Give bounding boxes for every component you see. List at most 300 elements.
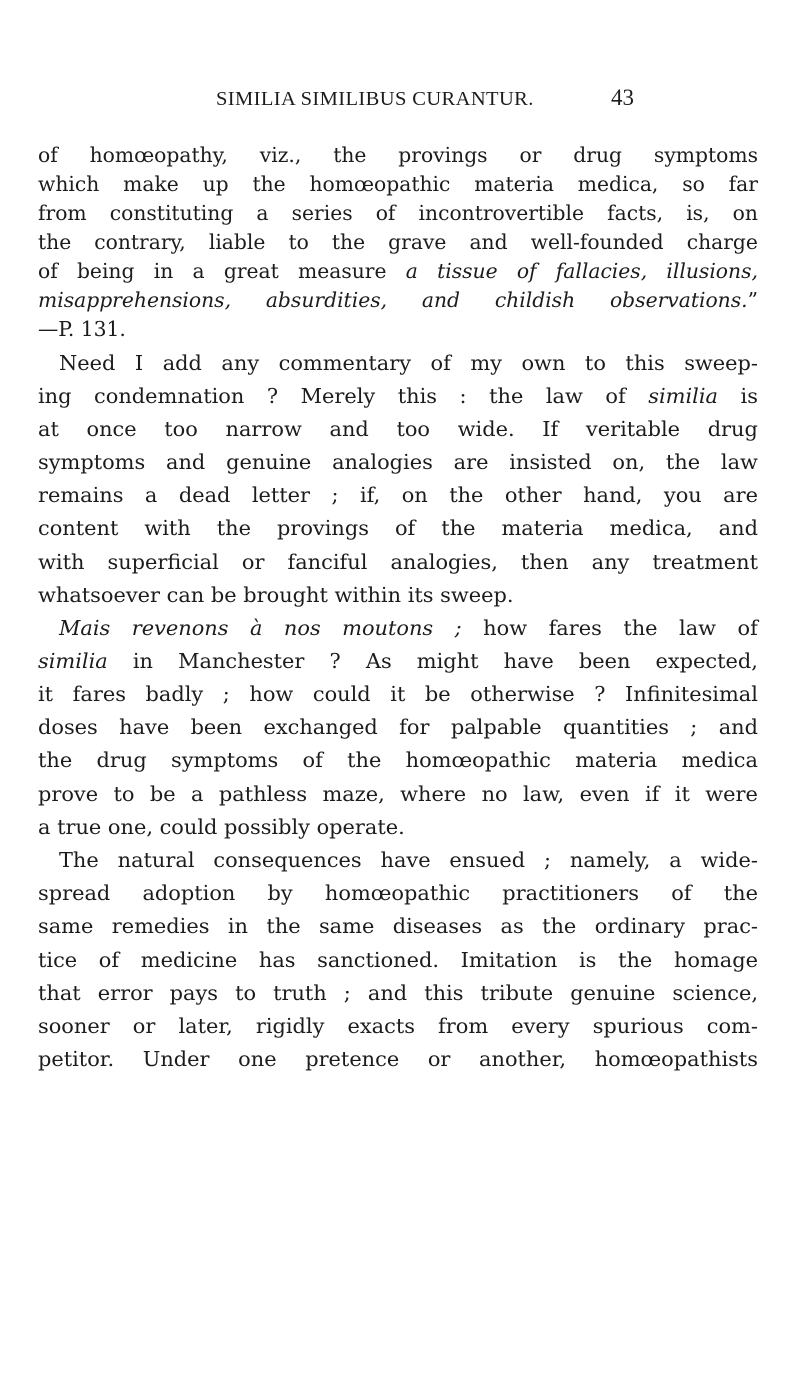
word (585, 348, 606, 378)
word (671, 878, 691, 908)
text-run: too (164, 417, 198, 441)
text-run: superficial (107, 550, 219, 574)
text-run: namely, (569, 848, 651, 872)
word (579, 646, 631, 676)
text-run: of (430, 351, 451, 375)
text-run: a (191, 782, 204, 806)
text-run: that (38, 981, 81, 1005)
text-run: badly (145, 682, 204, 706)
text-line (38, 911, 758, 941)
word (393, 911, 482, 941)
word (322, 779, 384, 809)
text-run: drug (573, 143, 623, 167)
text-run: same (38, 914, 94, 938)
word (249, 679, 293, 709)
text-run: and (718, 715, 758, 739)
text-run: materia (501, 516, 584, 540)
word (348, 1011, 415, 1041)
word (171, 745, 278, 775)
text-run: a (192, 259, 205, 283)
text-run: is (740, 384, 758, 408)
text-line (38, 447, 758, 477)
word (390, 679, 405, 709)
text-run: ; (690, 715, 698, 739)
text-run: of (737, 616, 758, 640)
running-head (0, 84, 800, 114)
text-run: this (397, 384, 437, 408)
word (193, 256, 205, 286)
word (483, 613, 527, 643)
word (723, 480, 758, 510)
text-run: hand, (583, 483, 643, 507)
word (332, 227, 365, 257)
word (625, 679, 758, 709)
text-line (38, 314, 758, 344)
word (388, 227, 446, 257)
word (87, 414, 137, 444)
text-run: Under (142, 1047, 210, 1071)
text-run: measure (298, 259, 387, 283)
text-run: to (288, 230, 309, 254)
text-run: series (291, 201, 353, 225)
word (38, 745, 72, 775)
word (399, 712, 429, 742)
text-run: genuine (226, 450, 312, 474)
text-run: or (519, 143, 542, 167)
text-run: could (312, 682, 371, 706)
word (686, 198, 709, 228)
text-run: the (449, 483, 484, 507)
text-run: you (663, 483, 702, 507)
text-run: the (38, 230, 72, 254)
word (366, 646, 392, 676)
word (267, 381, 278, 411)
word (376, 198, 396, 228)
word (687, 227, 758, 257)
text-run: constituting (109, 201, 234, 225)
text-run: of (394, 516, 416, 540)
word (123, 169, 179, 199)
text-line (38, 547, 758, 577)
word (347, 745, 381, 775)
word (94, 381, 244, 411)
text-run: and (329, 417, 369, 441)
word (690, 712, 697, 742)
word (38, 878, 110, 908)
word (228, 911, 248, 941)
text-line (38, 169, 758, 199)
word (135, 348, 143, 378)
text-run: genuine (570, 981, 656, 1005)
word (242, 547, 265, 577)
word (38, 381, 72, 411)
word (288, 227, 308, 257)
word (396, 414, 430, 444)
text-run: then (520, 550, 569, 574)
text-run: charge (686, 230, 758, 254)
text-run: from (38, 201, 87, 225)
word (342, 613, 433, 643)
word (317, 945, 439, 975)
text-run: the (252, 172, 286, 196)
word (132, 613, 229, 643)
word (578, 169, 659, 199)
text-run: natural (117, 848, 195, 872)
word (648, 381, 718, 411)
text-run: too (396, 417, 431, 441)
text-run: drug (707, 417, 758, 441)
word (398, 381, 437, 411)
word (154, 256, 174, 286)
text-run: analogies (332, 450, 433, 474)
text-run: same (318, 914, 375, 938)
text-run: treatment (652, 550, 758, 574)
text-run: ? (266, 384, 279, 408)
word (618, 945, 652, 975)
text-run: or (427, 1047, 451, 1071)
word (438, 1011, 488, 1041)
word (395, 513, 415, 543)
word (428, 1044, 451, 1074)
text-line (38, 480, 758, 510)
word (451, 712, 542, 742)
word (509, 447, 591, 477)
text-run: how (483, 616, 528, 640)
word (143, 1044, 210, 1074)
word (437, 256, 498, 286)
word (266, 285, 387, 315)
word (721, 447, 758, 477)
text-run: materia (575, 748, 658, 772)
text-run: and (718, 516, 758, 540)
page-number: 43 (611, 85, 634, 110)
word (654, 140, 758, 170)
text-run: expected, (655, 649, 758, 673)
text-run: science, (672, 981, 758, 1005)
word (38, 978, 81, 1008)
text-run: homœopathic (405, 748, 551, 772)
italic-text: and (421, 288, 460, 312)
word (38, 646, 108, 676)
text-run: symptoms (653, 143, 758, 167)
text-line (38, 414, 758, 444)
text-run: homœopathists (594, 1047, 758, 1071)
word (38, 480, 123, 510)
word (481, 978, 554, 1008)
text-run: well-founded (530, 230, 664, 254)
word (470, 679, 574, 709)
word (94, 227, 185, 257)
word (402, 480, 428, 510)
text-run: of (98, 948, 120, 972)
word (284, 613, 321, 643)
text-line (38, 140, 758, 170)
text-run: which (38, 172, 100, 196)
text-run: law (679, 616, 717, 640)
text-run: error (97, 981, 153, 1005)
word (511, 1011, 569, 1041)
text-run: this (424, 981, 464, 1005)
word (38, 779, 98, 809)
text-run: whatsoever can be brought within its sweep. (38, 583, 514, 607)
text-run: medicine (140, 948, 238, 972)
text-run: ? (594, 682, 606, 706)
text-run: by (267, 881, 293, 905)
text-run: at (38, 417, 59, 441)
text-run: petitor. (38, 1047, 115, 1071)
text-run: ? (329, 649, 341, 673)
text-run: ; (222, 682, 230, 706)
text-run: sweep- (684, 351, 758, 375)
word (469, 227, 507, 257)
text-run: law (720, 450, 758, 474)
word (586, 414, 680, 444)
text-line (38, 646, 758, 676)
word (166, 447, 205, 477)
text-run: any (221, 351, 260, 375)
word (313, 679, 371, 709)
word (544, 845, 551, 875)
word (458, 414, 515, 444)
text-run: the (216, 516, 251, 540)
text-run: to (235, 981, 257, 1005)
word (474, 169, 554, 199)
text-run: prove (38, 782, 99, 806)
text-run: fares (548, 616, 602, 640)
word (213, 845, 361, 875)
text-run: no (481, 782, 508, 806)
text-line (38, 978, 758, 1008)
word (449, 845, 525, 875)
text-run: have (380, 848, 431, 872)
word (309, 169, 450, 199)
word (741, 381, 758, 411)
word (223, 679, 230, 709)
word (266, 911, 300, 941)
text-run: ” (747, 288, 758, 312)
word (368, 978, 407, 1008)
word (252, 169, 285, 199)
text-run: of (38, 143, 58, 167)
text-run: homage (673, 948, 758, 972)
text-run: exacts (347, 1014, 415, 1038)
word (542, 911, 576, 941)
text-run: ing (38, 384, 72, 408)
word (133, 1011, 156, 1041)
text-run: drug (96, 748, 147, 772)
text-run: medica, (609, 516, 693, 540)
text-run: the (665, 450, 701, 474)
word (610, 513, 693, 543)
text-run: in (132, 649, 153, 673)
word (733, 198, 758, 228)
word (707, 1011, 758, 1041)
word (144, 513, 190, 543)
word (133, 646, 153, 676)
word (226, 414, 302, 444)
word (217, 513, 251, 543)
text-run: : (459, 384, 467, 408)
text-run: practitioners (502, 881, 640, 905)
text-run: Infinitesimal (625, 682, 758, 706)
word (666, 256, 758, 286)
text-run: pretence (305, 1047, 400, 1071)
text-run: diseases (392, 914, 483, 938)
text-run: pathless (218, 782, 308, 806)
word (344, 978, 351, 1008)
text-run: have (119, 715, 170, 739)
text-run: be (424, 682, 451, 706)
word (592, 547, 630, 577)
word (607, 198, 663, 228)
word (38, 227, 71, 257)
text-run: law, (523, 782, 565, 806)
text-line (38, 285, 758, 315)
word (531, 227, 664, 257)
word (99, 945, 119, 975)
word (77, 256, 135, 286)
word (679, 613, 716, 643)
word (59, 845, 99, 875)
word (738, 613, 758, 643)
running-title: SIMILIA SIMILIBUS CURANTUR. (216, 88, 534, 110)
word (259, 945, 296, 975)
text-run: a true one, could possibly operate. (38, 815, 405, 839)
text-run: the (723, 881, 758, 905)
italic-text: illusions, (666, 259, 758, 283)
text-run: condemnation (94, 384, 245, 408)
text-run: the (489, 384, 524, 408)
text-run: ; (331, 483, 339, 507)
word (219, 779, 307, 809)
word (575, 745, 657, 775)
word (406, 256, 418, 286)
text-run: on (732, 201, 758, 225)
text-run: rigidly (255, 1014, 325, 1038)
italic-text: a (405, 259, 418, 283)
text-run: law (545, 384, 583, 408)
text-run: with (38, 550, 85, 574)
word (664, 480, 702, 510)
word (573, 140, 622, 170)
text-line (38, 1044, 758, 1074)
text-run: the (347, 748, 382, 772)
word (424, 978, 463, 1008)
word (146, 679, 204, 709)
text-run: later, (178, 1014, 233, 1038)
text-run: own (521, 351, 566, 375)
italic-text: ; (454, 616, 462, 640)
text-run: the (623, 616, 658, 640)
word (98, 978, 153, 1008)
word (330, 646, 341, 676)
text-run: viz., (259, 143, 302, 167)
text-run: so (682, 172, 705, 196)
text-run: medica, (577, 172, 659, 196)
text-run: ensued (449, 848, 526, 872)
text-line (38, 1011, 758, 1041)
word (669, 845, 681, 875)
word (495, 285, 575, 315)
word (179, 480, 231, 510)
text-run: to (584, 351, 606, 375)
word (164, 414, 198, 444)
text-run: medica (681, 748, 758, 772)
word (380, 845, 430, 875)
word (672, 978, 758, 1008)
italic-text: similia (648, 384, 718, 408)
text-run: If (542, 417, 559, 441)
text-run: otherwise (470, 682, 575, 706)
word (460, 381, 467, 411)
word (406, 745, 551, 775)
text-run: of (375, 201, 396, 225)
italic-text: observations. (609, 288, 748, 312)
text-line (59, 845, 758, 875)
text-run: sooner (38, 1014, 110, 1038)
text-run: tice (38, 948, 78, 972)
word (178, 1011, 232, 1041)
text-run: a (256, 201, 269, 225)
word (252, 480, 310, 510)
word (277, 513, 369, 543)
text-run: every (511, 1014, 570, 1038)
word (360, 480, 380, 510)
text-run: from (438, 1014, 489, 1038)
word (431, 348, 451, 378)
word (729, 169, 758, 199)
word (523, 779, 564, 809)
italic-text: misapprehensions, (38, 288, 232, 312)
word (38, 414, 59, 444)
word (521, 547, 569, 577)
word (489, 381, 523, 411)
text-run: it (390, 682, 406, 706)
word (454, 447, 489, 477)
word (119, 712, 169, 742)
word (417, 646, 479, 676)
word (256, 1011, 325, 1041)
text-run: maze, (322, 782, 385, 806)
word (59, 348, 115, 378)
text-run: symptoms (38, 450, 146, 474)
text-run: veritable (585, 417, 681, 441)
word (605, 381, 625, 411)
word (38, 513, 118, 543)
word (268, 878, 293, 908)
text-line (38, 256, 758, 286)
word (593, 1011, 684, 1041)
word (563, 712, 669, 742)
word (579, 945, 596, 975)
text-run: are (723, 483, 758, 507)
text-run: make (123, 172, 179, 196)
text-run: facts, (607, 201, 664, 225)
text-run: wide. (457, 417, 515, 441)
text-line (38, 198, 758, 228)
text-run: if (644, 782, 660, 806)
word (570, 978, 655, 1008)
word (470, 348, 502, 378)
word (519, 140, 541, 170)
word (701, 845, 758, 875)
word (250, 613, 262, 643)
word (656, 646, 758, 676)
text-run: symptoms (171, 748, 279, 772)
word (461, 945, 558, 975)
text-run: quantities (562, 715, 669, 739)
text-run: grave (388, 230, 447, 254)
